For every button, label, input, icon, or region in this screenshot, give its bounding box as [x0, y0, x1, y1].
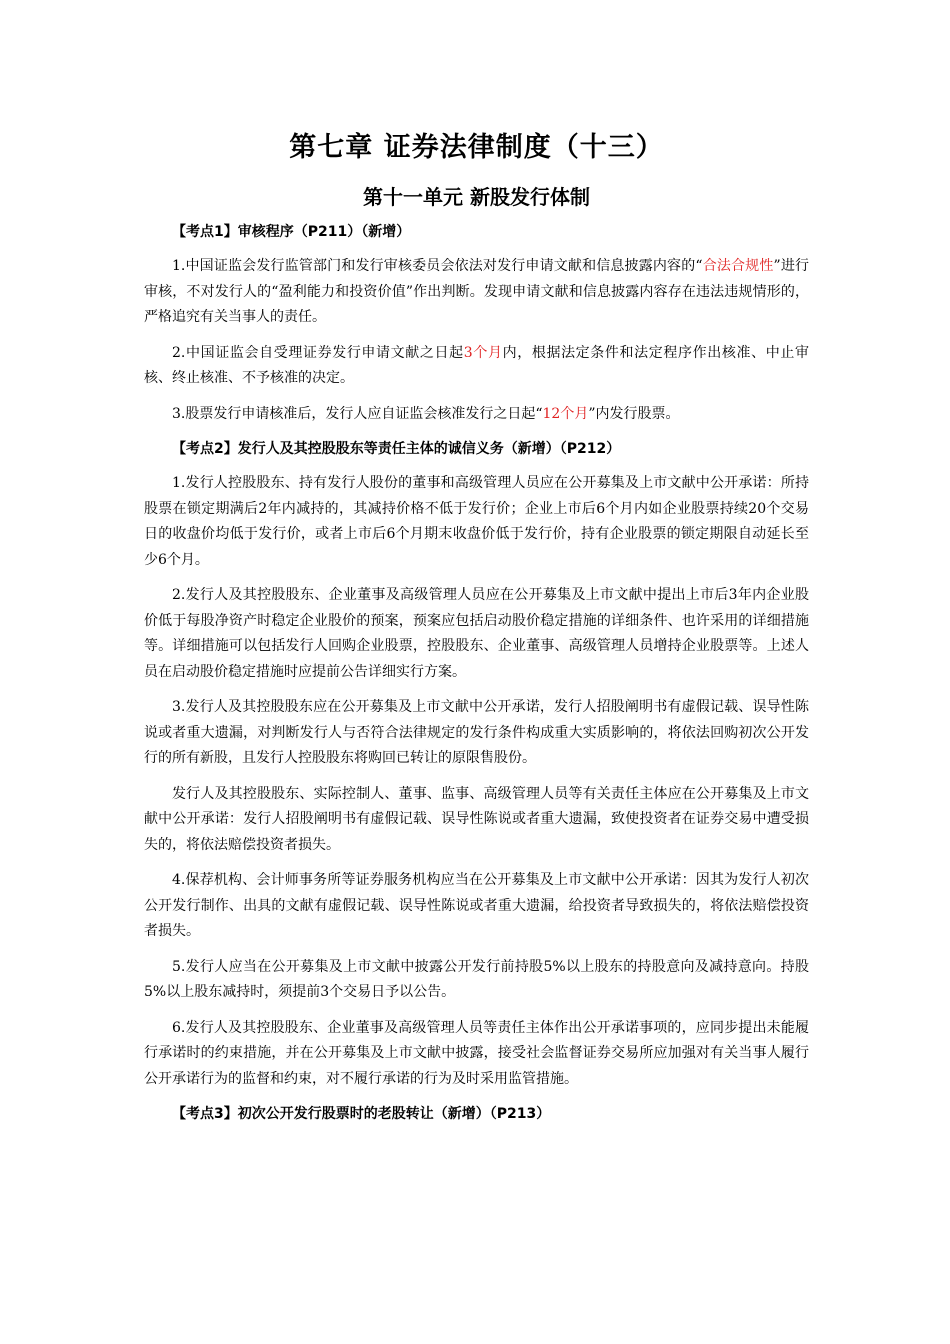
paragraph-text: 内，根据法定条件和法定程序作出核准、中止审核、终止核准、不予核准的决定。 — [144, 344, 810, 386]
section-2-paragraph-3: 3.发行人及其控股股东应在公开募集及上市文献中公开承诺，发行人招股阐明书有虚假记载、误导性陈说或者重大遗漏，对判断发行人与否符合法律规定的发行条件构成重大实质影响的，将依法回购初次公开发行的所有新股，且发行人控股股东将购回已转让的原限售股份。 — [144, 699, 809, 766]
paragraph-text: 1.中国证监会发行监管部门和发行审核委员会依法对发行申请文献和信息披露内容的“ — [172, 258, 703, 274]
unit-title: 第十一单元 新股发行体制 — [363, 185, 590, 209]
section-2-paragraph-2: 2.发行人及其控股股东、企业董事及高级管理人员应在公开募集及上市文献中提出上市后3年内企业股价低于每股净资产时稳定企业股价的预案，预案应包括启动股价稳定措施的详细条件、也许采用的详细措施等。详细措施可以包括发行人回购企业股票，控股股东、企业董事、高级管理人员增持企业股票等。上述人员在启动股价稳定措施时应提前公告详细实行方案。 — [144, 587, 809, 680]
section-heading-1: 【考点1】审核程序（P211）（新增） — [172, 224, 411, 240]
section-1-paragraph-3 — [144, 402, 809, 428]
paragraph-text: ”内发行股票。 — [588, 405, 680, 422]
section-1-paragraph-2 — [144, 341, 809, 392]
paragraph-text: 2.中国证监会自受理证券发行申请文献之日起 — [172, 344, 464, 361]
highlighted-text: 合法合规性 — [702, 258, 774, 274]
section-2-paragraph-1: 1.发行人控股股东、持有发行人股份的董事和高级管理人员应在公开募集及上市文献中公开承诺：所持股票在锁定期满后2年内减持的，其减持价格不低于发行价；企业上市后6个月内如企业股票持续20个交易日的收盘价均低于发行价，或者上市后6个月期末收盘价低于发行价，持有企业股票的锁定期限自动延长至少6个月。 — [144, 475, 809, 568]
chapter-title: 第七章 证券法律制度（十三） — [289, 132, 664, 163]
highlighted-text: 3个月 — [463, 344, 503, 361]
section-2-paragraph-6: 5.发行人应当在公开募集及上市文献中披露公开发行前持股5%以上股东的持股意向及减持意向。持股5%以上股东减持时，须提前3个交易日予以公告。 — [144, 958, 809, 1000]
paragraph-text: 3.股票发行申请核准后，发行人应自证监会核准发行之日起“ — [172, 405, 543, 422]
section-heading-2: 【考点2】发行人及其控股股东等责任主体的诚信义务（新增）（P212） — [172, 441, 621, 457]
section-2-paragraph-7: 6.发行人及其控股股东、企业董事及高级管理人员等责任主体作出公开承诺事项的，应同步提出未能履行承诺时的约束措施，并在公开募集及上市文献中披露，接受社会监督证券交易所应加强对有关当事人履行公开承诺行为的监督和约束，对不履行承诺的行为及时采用监管措施。 — [144, 1019, 809, 1087]
section-2-paragraph-5: 4.保荐机构、会计师事务所等证券服务机构应当在公开募集及上市文献中公开承诺：因其为发行人初次公开发行制作、出具的文献有虚假记载、误导性陈说或者重大遗漏，给投资者导致损失的，将依法赔偿投资者损失。 — [144, 872, 809, 939]
section-1-paragraph-1 — [144, 254, 809, 331]
section-2-paragraph-4: 发行人及其控股股东、实际控制人、董事、监事、高级管理人员等有关责任主体应在公开募集及上市文献中公开承诺：发行人招股阐明书有虚假记载、误导性陈说或者重大遗漏，致使投资者在证券交易中遭受损失的，将依法赔偿投资者损失。 — [144, 785, 809, 853]
paragraph-text: ”进行审核，不对发行人的“盈利能力和投资价值”作出判断。发现申请文献和信息披露内容存在违法违规情形的，严格追究有关当事人的责任。 — [144, 258, 809, 325]
section-heading-3: 【考点3】初次公开发行股票时的老股转让（新增）（P213） — [172, 1106, 551, 1122]
highlighted-text: 12个月 — [542, 405, 589, 422]
document-body — [144, 128, 809, 1136]
